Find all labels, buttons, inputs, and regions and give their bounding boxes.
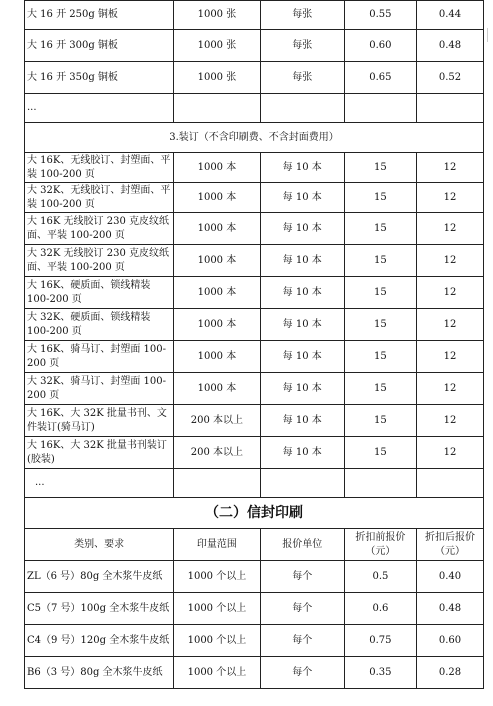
price-before-discount: 15 bbox=[344, 153, 416, 183]
price-table-page bbox=[24, 0, 484, 689]
price-unit: 每张 bbox=[260, 1, 344, 30]
empty-cell bbox=[344, 469, 416, 498]
price-unit: 每 10 本 bbox=[260, 373, 344, 405]
price-after-discount: 12 bbox=[416, 341, 483, 373]
price-before-discount: 15 bbox=[344, 437, 416, 469]
table-row bbox=[25, 245, 484, 277]
item-name: C4（9 号）120g 全木浆牛皮纸 bbox=[25, 625, 174, 657]
table-row bbox=[25, 94, 484, 123]
price-before-discount: 15 bbox=[344, 183, 416, 213]
price-after-discount: 12 bbox=[416, 213, 483, 245]
item-name: 大 16 开 300g 铜板 bbox=[25, 30, 174, 62]
price-unit: 每 10 本 bbox=[260, 405, 344, 437]
column-header-before: 折扣前报价（元） bbox=[344, 529, 416, 561]
price-before-discount: 0.55 bbox=[344, 1, 416, 30]
table-row bbox=[25, 62, 484, 94]
price-after-discount: 12 bbox=[416, 373, 483, 405]
price-unit: 每个 bbox=[260, 593, 344, 625]
column-header-after: 折扣后报价（元） bbox=[416, 529, 483, 561]
price-before-discount: 0.75 bbox=[344, 625, 416, 657]
empty-cell bbox=[344, 94, 416, 123]
price-unit: 每个 bbox=[260, 561, 344, 593]
table-row bbox=[25, 277, 484, 309]
price-unit: 每 10 本 bbox=[260, 277, 344, 309]
table-row bbox=[25, 1, 484, 30]
price-after-discount: 0.40 bbox=[416, 561, 483, 593]
section-title-row bbox=[25, 498, 484, 529]
price-after-discount: 0.52 bbox=[416, 62, 483, 94]
item-name: ZL（6 号）80g 全木浆牛皮纸 bbox=[25, 561, 174, 593]
table-row bbox=[25, 437, 484, 469]
price-after-discount: 12 bbox=[416, 277, 483, 309]
price-before-discount: 15 bbox=[344, 341, 416, 373]
empty-cell bbox=[174, 469, 260, 498]
price-after-discount: 12 bbox=[416, 309, 483, 341]
price-after-discount: 0.48 bbox=[416, 593, 483, 625]
price-unit: 每 10 本 bbox=[260, 437, 344, 469]
ellipsis-cell: ... bbox=[25, 94, 174, 123]
item-name: 大 16K、大 32K 批量书刊装订(胶装) bbox=[25, 437, 174, 469]
price-unit: 每张 bbox=[260, 30, 344, 62]
item-name: 大 16K、无线胶订、封塑面、平装 100-200 页 bbox=[25, 153, 174, 183]
envelope-section-title: （二）信封印刷 bbox=[25, 498, 484, 529]
table-row bbox=[25, 213, 484, 245]
price-after-discount: 12 bbox=[416, 245, 483, 277]
price-after-discount: 0.28 bbox=[416, 657, 483, 689]
item-name: 大 16K、大 32K 批量书刊、文件装订(骑马订) bbox=[25, 405, 174, 437]
quantity-range: 1000 本 bbox=[174, 245, 260, 277]
table-row bbox=[25, 405, 484, 437]
section-row bbox=[25, 123, 484, 153]
price-unit: 每个 bbox=[260, 625, 344, 657]
price-unit: 每个 bbox=[260, 657, 344, 689]
price-before-discount: 15 bbox=[344, 277, 416, 309]
quantity-range: 1000 张 bbox=[174, 1, 260, 30]
item-name: 大 16 开 350g 铜板 bbox=[25, 62, 174, 94]
table-row bbox=[25, 593, 484, 625]
quantity-range: 1000 本 bbox=[174, 153, 260, 183]
price-after-discount: 0.44 bbox=[416, 1, 483, 30]
item-name: 大 16K、硬质面、锁线精装 100-200 页 bbox=[25, 277, 174, 309]
empty-cell bbox=[416, 94, 483, 123]
item-name: 大 32K、无线胶订、封塑面、平装 100-200 页 bbox=[25, 183, 174, 213]
item-name: B6（3 号）80g 全木浆牛皮纸 bbox=[25, 657, 174, 689]
price-before-discount: 15 bbox=[344, 309, 416, 341]
price-before-discount: 15 bbox=[344, 245, 416, 277]
quantity-range: 200 本以上 bbox=[174, 405, 260, 437]
item-name: 大 32K、硬质面、锁线精装 100-200 页 bbox=[25, 309, 174, 341]
quantity-range: 1000 本 bbox=[174, 309, 260, 341]
price-before-discount: 15 bbox=[344, 405, 416, 437]
price-unit: 每 10 本 bbox=[260, 213, 344, 245]
price-before-discount: 0.6 bbox=[344, 593, 416, 625]
quantity-range: 1000 个以上 bbox=[174, 625, 260, 657]
price-before-discount: 15 bbox=[344, 213, 416, 245]
table-row bbox=[25, 561, 484, 593]
table-header-row bbox=[25, 529, 484, 561]
table-row bbox=[25, 657, 484, 689]
binding-section-heading: 3.装订（不含印刷费、不含封面费用） bbox=[25, 123, 484, 153]
price-unit: 每 10 本 bbox=[260, 183, 344, 213]
price-before-discount: 0.5 bbox=[344, 561, 416, 593]
price-unit: 每 10 本 bbox=[260, 341, 344, 373]
table-row bbox=[25, 625, 484, 657]
table-row bbox=[25, 30, 484, 62]
page-edge-mark bbox=[487, 28, 493, 42]
item-name: 大 32K、骑马订、封塑面 100-200 页 bbox=[25, 373, 174, 405]
quantity-range: 1000 本 bbox=[174, 213, 260, 245]
price-unit: 每 10 本 bbox=[260, 245, 344, 277]
quantity-range: 1000 本 bbox=[174, 341, 260, 373]
item-name: 大 16K 无线胶订 230 克皮纹纸面、平装 100-200 页 bbox=[25, 213, 174, 245]
table-row bbox=[25, 341, 484, 373]
column-header-range: 印量范围 bbox=[174, 529, 260, 561]
price-after-discount: 0.60 bbox=[416, 625, 483, 657]
table-row bbox=[25, 309, 484, 341]
quantity-range: 1000 本 bbox=[174, 373, 260, 405]
quantity-range: 1000 个以上 bbox=[174, 593, 260, 625]
price-before-discount: 0.35 bbox=[344, 657, 416, 689]
item-name: C5（7 号）100g 全木浆牛皮纸 bbox=[25, 593, 174, 625]
column-header-unit: 报价单位 bbox=[260, 529, 344, 561]
price-before-discount: 0.60 bbox=[344, 30, 416, 62]
column-header-category: 类别、要求 bbox=[25, 529, 174, 561]
empty-cell bbox=[416, 469, 483, 498]
empty-cell bbox=[174, 94, 260, 123]
empty-cell bbox=[260, 94, 344, 123]
item-name: 大 16 开 250g 铜板 bbox=[25, 1, 174, 30]
quantity-range: 200 本以上 bbox=[174, 437, 260, 469]
price-table bbox=[24, 0, 484, 689]
price-after-discount: 12 bbox=[416, 437, 483, 469]
price-after-discount: 12 bbox=[416, 153, 483, 183]
price-unit: 每张 bbox=[260, 62, 344, 94]
price-unit: 每 10 本 bbox=[260, 309, 344, 341]
price-unit: 每 10 本 bbox=[260, 153, 344, 183]
table-row bbox=[25, 373, 484, 405]
price-after-discount: 12 bbox=[416, 405, 483, 437]
quantity-range: 1000 张 bbox=[174, 62, 260, 94]
item-name: 大 16K、骑马订、封塑面 100-200 页 bbox=[25, 341, 174, 373]
item-name: 大 32K 无线胶订 230 克皮纹纸面、平装 100-200 页 bbox=[25, 245, 174, 277]
quantity-range: 1000 本 bbox=[174, 183, 260, 213]
quantity-range: 1000 个以上 bbox=[174, 657, 260, 689]
price-after-discount: 12 bbox=[416, 183, 483, 213]
quantity-range: 1000 个以上 bbox=[174, 561, 260, 593]
table-row bbox=[25, 183, 484, 213]
quantity-range: 1000 本 bbox=[174, 277, 260, 309]
table-row bbox=[25, 469, 484, 498]
table-row bbox=[25, 153, 484, 183]
ellipsis-cell: ... bbox=[25, 469, 174, 498]
price-after-discount: 0.48 bbox=[416, 30, 483, 62]
price-before-discount: 0.65 bbox=[344, 62, 416, 94]
empty-cell bbox=[260, 469, 344, 498]
quantity-range: 1000 张 bbox=[174, 30, 260, 62]
price-before-discount: 15 bbox=[344, 373, 416, 405]
